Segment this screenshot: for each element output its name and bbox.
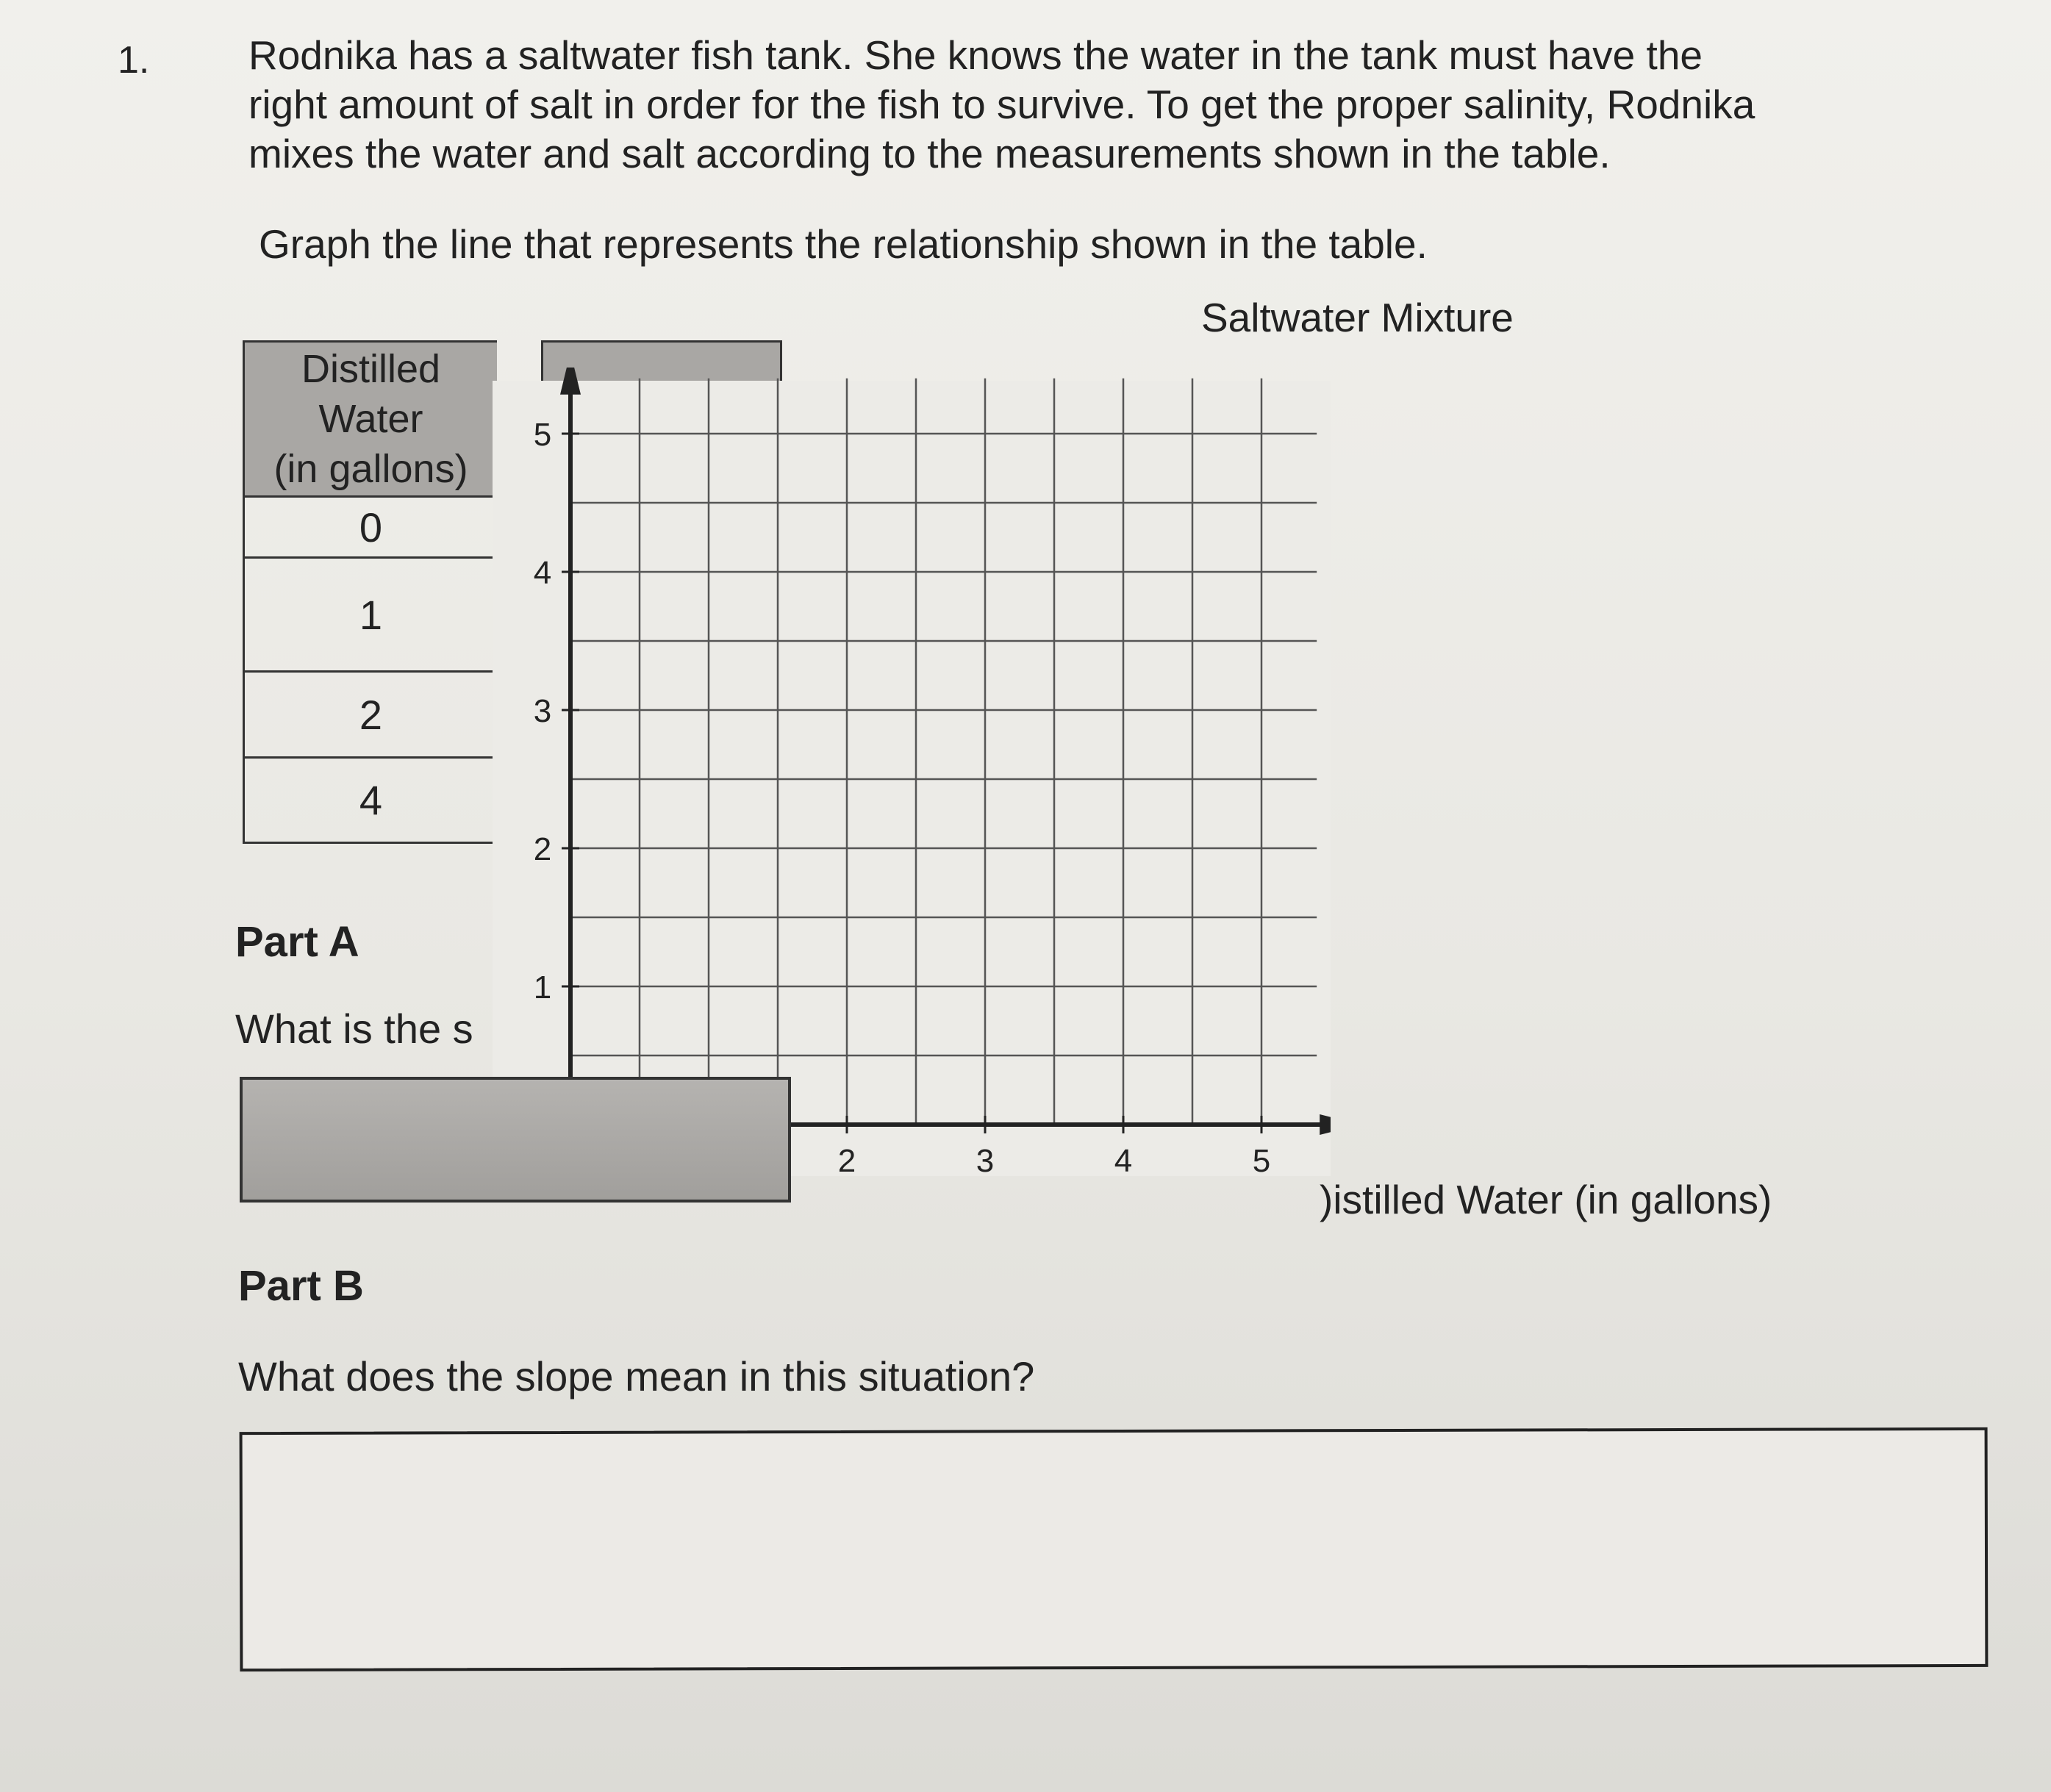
y-tick-label: 2 xyxy=(533,831,552,867)
table-row: 4 xyxy=(245,759,497,844)
part-a-question: What is the s xyxy=(235,1006,473,1052)
table-header-line: (in gallons) xyxy=(273,447,468,491)
table-header-distilled-water xyxy=(245,343,497,498)
x-tick-label: 2 xyxy=(837,1143,856,1176)
y-tick-label: 1 xyxy=(533,970,552,1006)
table-row: 2 xyxy=(245,673,497,759)
stem-line: mixes the water and salt according to the measurements shown in the table. xyxy=(248,131,1611,176)
part-a-label: Part A xyxy=(235,918,359,966)
y-tick-label: 3 xyxy=(533,693,552,729)
stem-line: right amount of salt in order for the fish to survive. To get the proper salinity, Rodnika xyxy=(248,82,1755,127)
part-b-answer-box[interactable] xyxy=(240,1427,1989,1671)
part-a-answer-box[interactable] xyxy=(240,1077,791,1203)
question-number: 1. xyxy=(118,39,150,82)
stem-line: Rodnika has a saltwater fish tank. She knows the water in the tank must have the xyxy=(248,32,1703,78)
graph-title: Saltwater Mixture xyxy=(1201,295,1514,340)
data-table xyxy=(243,340,497,844)
table-row: 0 xyxy=(245,498,497,559)
graph-prompt: Graph the line that represents the relationship shown in the table. xyxy=(259,221,1428,267)
table-row: 1 xyxy=(245,559,497,673)
x-axis-arrow xyxy=(1320,1114,1331,1135)
x-tick-label: 3 xyxy=(976,1143,995,1176)
table-header-line: Water xyxy=(318,397,423,441)
x-tick-label: 4 xyxy=(1114,1143,1133,1176)
x-axis-label: )istilled Water (in gallons) xyxy=(1320,1177,1772,1222)
x-tick-label: 5 xyxy=(1252,1143,1271,1176)
coordinate-grid[interactable] xyxy=(493,368,1331,1176)
y-tick-label: 5 xyxy=(533,417,552,453)
question-stem xyxy=(248,31,1976,179)
part-b-label: Part B xyxy=(238,1262,364,1310)
part-b-question: What does the slope mean in this situation? xyxy=(238,1353,1035,1399)
y-tick-label: 4 xyxy=(533,555,552,591)
table-header-line: Distilled xyxy=(301,347,441,391)
